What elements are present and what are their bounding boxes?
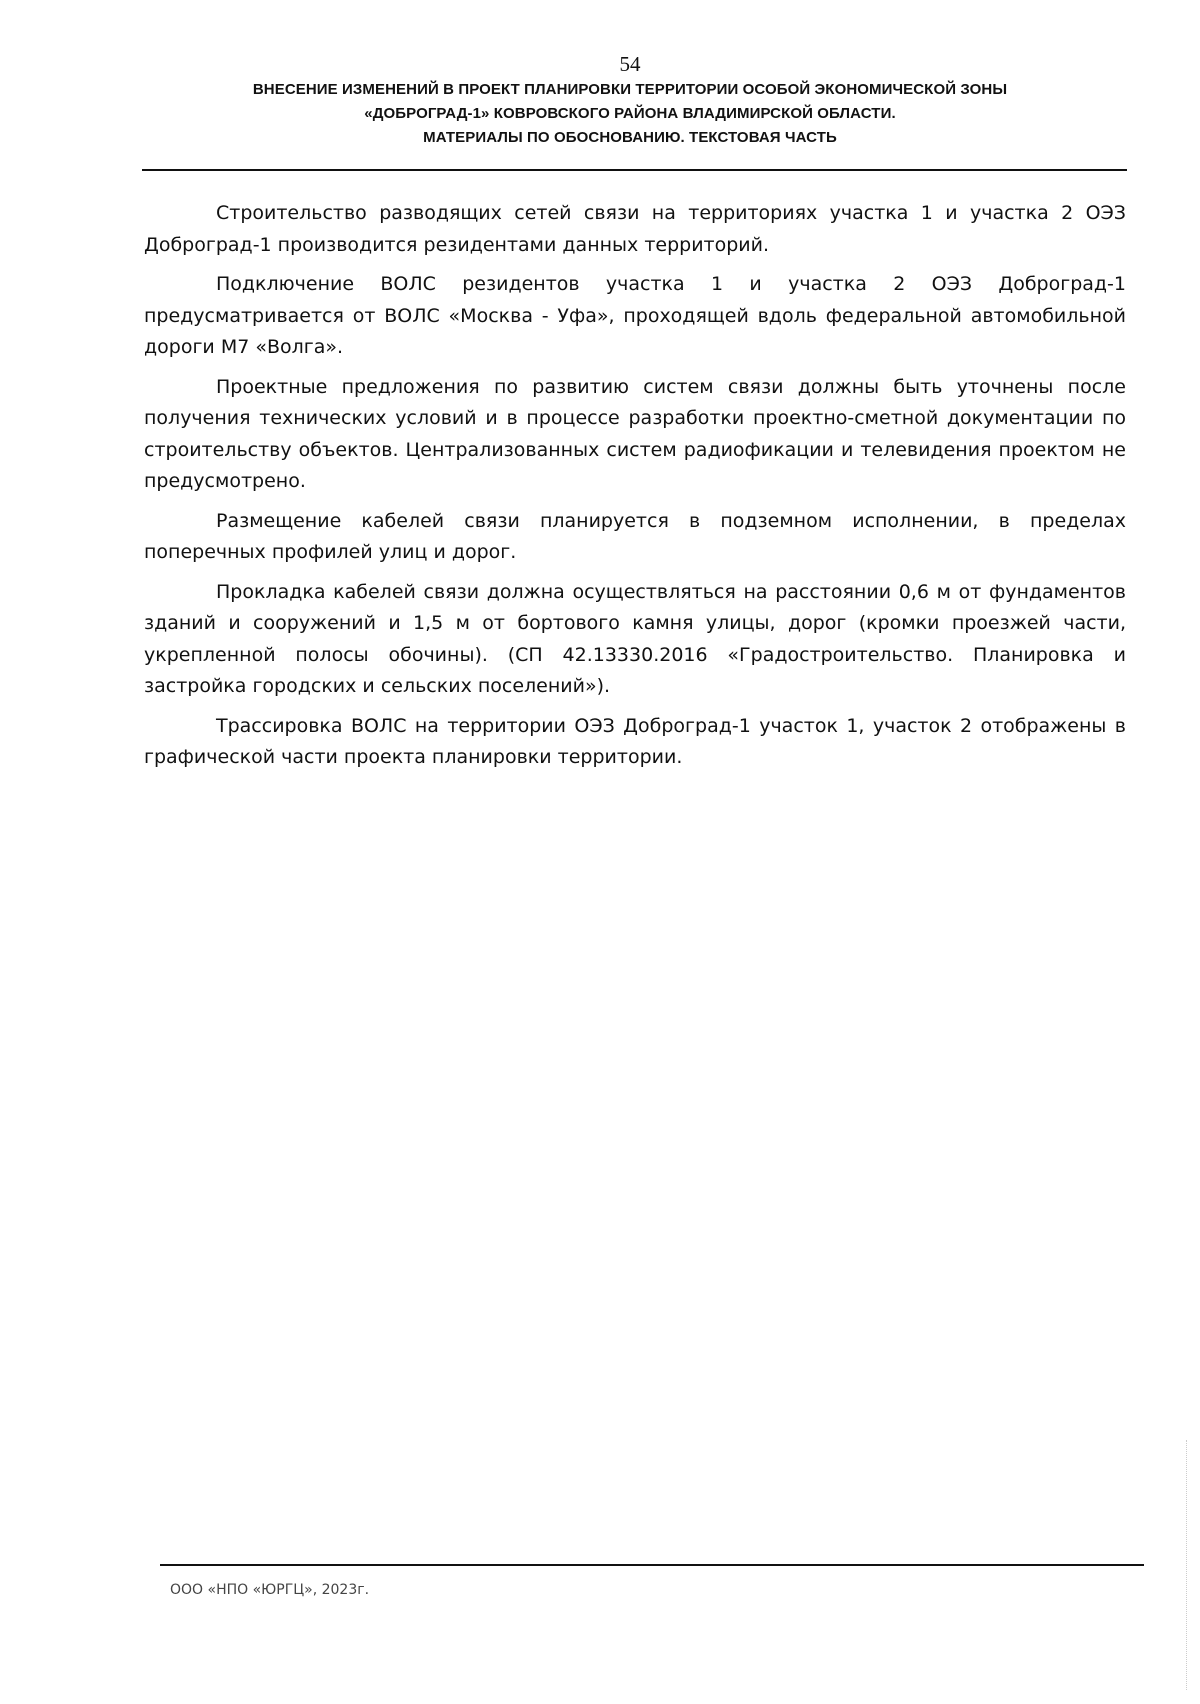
body-paragraph: Подключение ВОЛС резидентов участка 1 и участка 2 ОЭЗ Доброград-1 предусматривается от ВОЛС «Москва - Уфа», проходящей вдоль федеральной автомобильной дороги М7 «Волга». (144, 273, 1126, 358)
body-paragraph: Трассировка ВОЛС на территории ОЭЗ Доброград-1 участок 1, участок 2 отображены в графической части проекта планировки территории. (144, 714, 1126, 768)
header-title-line-1: ВНЕСЕНИЕ ИЗМЕНЕНИЙ В ПРОЕКТ ПЛАНИРОВКИ ТЕРРИТОРИИ ОСОБОЙ ЭКОНОМИЧЕСКОЙ ЗОНЫ (252, 81, 1008, 98)
footer-text: ООО «НПО «ЮРГЦ», 2023г. (170, 1582, 370, 1598)
header-title-line-3: МАТЕРИАЛЫ ПО ОБОСНОВАНИЮ. ТЕКСТОВАЯ ЧАСТЬ (423, 129, 837, 146)
header-title-line-2: «ДОБРОГРАД-1» КОВРОВСКОГО РАЙОНА ВЛАДИМИРСКОЙ ОБЛАСТИ. (364, 105, 896, 122)
body-paragraph: Размещение кабелей связи планируется в подземном исполнении, в пределах поперечных профилей улиц и дорог. (144, 509, 1126, 563)
footer-divider (160, 1564, 1144, 1566)
document-header (190, 78, 1070, 150)
scan-edge-marks (1186, 1440, 1189, 1690)
body-paragraph: Прокладка кабелей связи должна осуществляться на расстоянии 0,6 м от фундаментов зданий и сооружений и 1,5 м от бортового камня улицы, дорог (кромки проезжей части, укрепленной полосы обочины). (СП 42.13330.2016 «Градостроительство. Планировка и застройка городских и сельских поселений»). (144, 580, 1126, 697)
page-number: 54 (619, 52, 641, 76)
header-divider (142, 169, 1127, 171)
document-body (144, 198, 1126, 782)
body-paragraph: Проектные предложения по развитию систем связи должны быть уточнены после получения технических условий и в процессе разработки проектно-сметной документации по строительству объектов. Централизованных систем радиофикации и телевидения проектом не предусмотрено. (144, 375, 1126, 492)
body-paragraph: Строительство разводящих сетей связи на территориях участка 1 и участка 2 ОЭЗ Доброград-1 производится резидентами данных территорий. (144, 202, 1126, 256)
